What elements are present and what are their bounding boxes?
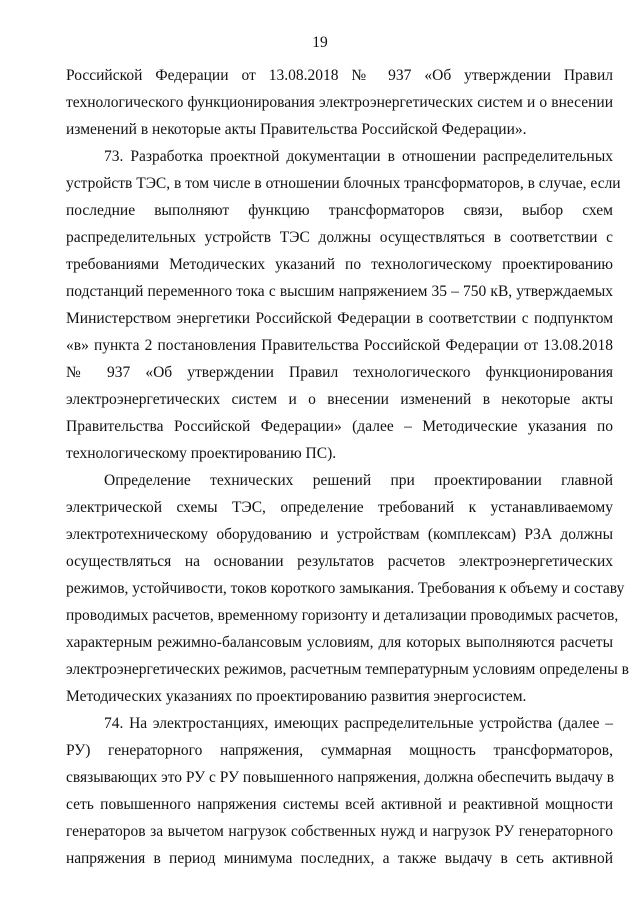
text-line: технологического функционирования электроэнергетических систем и о внесении	[66, 94, 613, 111]
text-line: проводимых расчетов, временному горизонту и детализации проводимых расчетов,	[66, 607, 619, 624]
text-line: напряжения в период минимума последних, а также выдачу в сеть активной	[66, 850, 613, 867]
paragraph-73-first-line: 73. Разработка проектной документации в отношении распределительных	[104, 148, 613, 165]
text-line: Министерством энергетики Российской Федерации в соответствии с подпунктом	[66, 310, 613, 327]
text-line: устройств ТЭС, в том числе в отношении блочных трансформаторов, в случае, если	[66, 175, 621, 192]
text-line: электрической схемы ТЭС, определение требований к устанавливаемому	[66, 499, 613, 516]
text-line: Российской Федерации от 13.08.2018 № 937 «Об утверждении Правил	[66, 67, 613, 84]
text-line: № 937 «Об утверждении Правил технологического функционирования	[66, 364, 613, 381]
text-line: «в» пункта 2 постановления Правительства Российской Федерации от 13.08.2018	[66, 337, 613, 354]
text-line: подстанций переменного тока с высшим напряжением 35 – 750 кВ, утверждаемых	[66, 283, 613, 300]
text-line: осуществляться на основании результатов расчетов электроэнергетических	[66, 553, 613, 570]
text-line: генераторов за вычетом нагрузок собственных нужд и нагрузок РУ генераторного	[66, 823, 613, 840]
paragraph-first-line: Определение технических решений при проектировании главной	[104, 472, 613, 489]
text-line: связывающих это РУ с РУ повышенного напряжения, должна обеспечить выдачу в	[66, 769, 615, 786]
text-line: режимов, устойчивости, токов короткого замыкания. Требования к объему и составу	[66, 580, 625, 597]
text-line: распределительных устройств ТЭС должны осуществляться в соответствии с	[66, 229, 613, 246]
text-line: изменений в некоторые акты Правительства Российской Федерации».	[66, 121, 527, 138]
text-line: технологическому проектированию ПС).	[66, 445, 337, 462]
paragraph-74-first-line: 74. На электростанциях, имеющих распределительные устройства (далее –	[104, 715, 613, 732]
text-line: характерным режимно-балансовым условиям, для которых выполняются расчеты	[66, 634, 613, 651]
text-line: требованиями Методических указаний по технологическому проектированию	[66, 256, 613, 273]
text-line: электроэнергетических систем и о внесении изменений в некоторые акты	[66, 391, 613, 408]
text-line: последние выполняют функцию трансформаторов связи, выбор схем	[66, 202, 613, 219]
page-number: 19	[312, 34, 328, 51]
text-line: Методических указаниях по проектированию развития энергосистем.	[66, 688, 527, 705]
text-line: РУ) генераторного напряжения, суммарная мощность трансформаторов,	[66, 742, 613, 759]
text-line: электротехническому оборудованию и устройствам (комплексам) РЗА должны	[66, 526, 613, 543]
text-line: сеть повышенного напряжения системы всей активной и реактивной мощности	[66, 796, 613, 813]
text-line: Правительства Российской Федерации» (далее – Методические указания по	[66, 418, 613, 435]
text-line: электроэнергетических режимов, расчетным температурным условиям определены в	[66, 661, 629, 678]
